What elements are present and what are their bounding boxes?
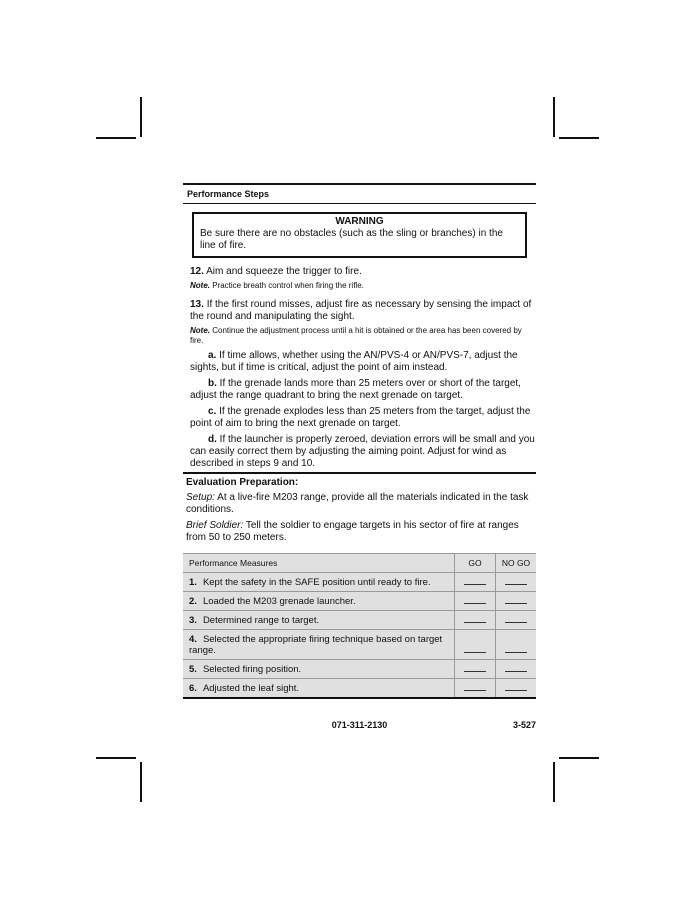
warning-title: WARNING bbox=[335, 216, 384, 227]
task-number: 071-311-2130 bbox=[331, 720, 388, 730]
substep-text: If the grenade lands more than 25 meters over or short of the target, adjust the range quadrant to bring the next grenade on target. bbox=[190, 378, 521, 401]
crop-mark-bottom-left-horizontal bbox=[96, 757, 136, 759]
measure-text: Determined range to target. bbox=[202, 615, 320, 626]
measure-cell bbox=[183, 573, 455, 592]
nogo-cell bbox=[496, 679, 537, 699]
evaluation-brief bbox=[186, 520, 536, 544]
brief-label: Brief Soldier: bbox=[186, 520, 244, 531]
substep-text: If the launcher is properly zeroed, deviation errors will be small and you can easily correct them by adjusting the aiming point. Adjust for wind as described in steps 9 and 10. bbox=[190, 434, 535, 469]
measure-number: 4. bbox=[189, 634, 197, 645]
table-row bbox=[183, 573, 536, 592]
nogo-blank[interactable] bbox=[505, 670, 527, 672]
page-number: 3-527 bbox=[512, 720, 536, 730]
performance-measures-table bbox=[183, 553, 536, 699]
crop-mark-top-right-vertical bbox=[553, 97, 555, 137]
measure-number: 2. bbox=[189, 596, 197, 607]
note-text: Continue the adjustment process until a hit is obtained or the area has been covered by fire. bbox=[190, 326, 522, 345]
go-cell bbox=[455, 592, 496, 611]
step-number: 12. bbox=[190, 266, 204, 277]
nogo-blank[interactable] bbox=[505, 689, 527, 691]
go-header: GO bbox=[455, 554, 496, 573]
substep-letter: d. bbox=[208, 434, 217, 445]
go-cell bbox=[455, 630, 496, 660]
measure-text: Selected the appropriate firing technique based on target range. bbox=[189, 634, 443, 656]
step-number: 13. bbox=[190, 299, 204, 310]
step-13 bbox=[190, 299, 536, 323]
substep-text: If time allows, whether using the AN/PVS-4 or AN/PVS-7, adjust the sights, but if time is critical, adjust the point of aim instead. bbox=[190, 350, 518, 373]
measure-number: 1. bbox=[189, 577, 197, 588]
header-rule bbox=[183, 203, 536, 204]
crop-mark-bottom-right-horizontal bbox=[559, 757, 599, 759]
measure-text: Loaded the M203 grenade launcher. bbox=[202, 596, 356, 607]
setup-label: Setup: bbox=[186, 492, 215, 503]
measure-cell bbox=[183, 592, 455, 611]
go-cell bbox=[455, 660, 496, 679]
note-2 bbox=[190, 326, 536, 346]
substep-b bbox=[190, 378, 536, 402]
brief-text: Tell the soldier to engage targets in his sector of fire at ranges from 50 to 250 meters. bbox=[186, 520, 519, 543]
nogo-cell bbox=[496, 573, 537, 592]
table-row bbox=[183, 611, 536, 630]
crop-mark-top-left-horizontal bbox=[96, 137, 136, 139]
go-blank[interactable] bbox=[464, 670, 486, 672]
crop-mark-top-left-vertical bbox=[140, 97, 142, 137]
note-label: Note. bbox=[190, 326, 210, 335]
measure-cell bbox=[183, 660, 455, 679]
step-12 bbox=[190, 266, 536, 278]
step-text: If the first round misses, adjust fire as necessary by sensing the impact of the round and manipulating the sight. bbox=[190, 299, 532, 322]
go-cell bbox=[455, 573, 496, 592]
table-row bbox=[183, 660, 536, 679]
evaluation-setup bbox=[186, 492, 536, 516]
measure-cell bbox=[183, 630, 455, 660]
measures-header: Performance Measures bbox=[183, 554, 455, 573]
measure-text: Adjusted the leaf sight. bbox=[202, 683, 300, 694]
crop-mark-bottom-left-vertical bbox=[140, 762, 142, 802]
substep-letter: b. bbox=[208, 378, 217, 389]
page-footer bbox=[183, 720, 536, 734]
table-row bbox=[183, 592, 536, 611]
measure-text: Selected firing position. bbox=[202, 664, 302, 675]
warning-box bbox=[192, 212, 527, 258]
go-blank[interactable] bbox=[464, 689, 486, 691]
section-header: Performance Steps bbox=[187, 189, 270, 199]
table-row bbox=[183, 630, 536, 660]
substep-d bbox=[190, 434, 536, 470]
crop-mark-top-right-horizontal bbox=[559, 137, 599, 139]
go-blank[interactable] bbox=[464, 583, 486, 585]
go-cell bbox=[455, 679, 496, 699]
go-blank[interactable] bbox=[464, 621, 486, 623]
nogo-blank[interactable] bbox=[505, 602, 527, 604]
note-1 bbox=[190, 281, 536, 291]
nogo-cell bbox=[496, 630, 537, 660]
substep-letter: a. bbox=[208, 350, 217, 361]
go-cell bbox=[455, 611, 496, 630]
measure-cell bbox=[183, 679, 455, 699]
warning-text: Be sure there are no obstacles (such as the sling or branches) in the line of fire. bbox=[200, 228, 503, 251]
substep-a bbox=[190, 350, 536, 374]
nogo-blank[interactable] bbox=[505, 621, 527, 623]
setup-text: At a live-fire M203 range, provide all the materials indicated in the task conditions. bbox=[186, 492, 529, 515]
measure-number: 5. bbox=[189, 664, 197, 675]
table-row bbox=[183, 679, 536, 699]
nogo-cell bbox=[496, 592, 537, 611]
nogo-blank[interactable] bbox=[505, 651, 527, 653]
step-text: Aim and squeeze the trigger to fire. bbox=[206, 266, 362, 277]
nogo-cell bbox=[496, 660, 537, 679]
measure-text: Kept the safety in the SAFE position until ready to fire. bbox=[202, 577, 431, 588]
evaluation-title: Evaluation Preparation: bbox=[186, 477, 299, 488]
measure-number: 3. bbox=[189, 615, 197, 626]
evaluation-rule bbox=[183, 472, 536, 474]
measure-number: 6. bbox=[189, 683, 197, 694]
measure-cell bbox=[183, 611, 455, 630]
document-page bbox=[183, 183, 536, 699]
note-label: Note. bbox=[190, 281, 210, 290]
nogo-blank[interactable] bbox=[505, 583, 527, 585]
table-header-row bbox=[183, 554, 536, 573]
note-text: Practice breath control when firing the rifle. bbox=[212, 281, 364, 290]
substep-c bbox=[190, 406, 536, 430]
nogo-header: NO GO bbox=[496, 554, 537, 573]
nogo-cell bbox=[496, 611, 537, 630]
substep-letter: c. bbox=[208, 406, 217, 417]
substep-text: If the grenade explodes less than 25 meters from the target, adjust the point of aim to bring the next grenade on target. bbox=[190, 406, 531, 429]
go-blank[interactable] bbox=[464, 651, 486, 653]
go-blank[interactable] bbox=[464, 602, 486, 604]
crop-mark-bottom-right-vertical bbox=[553, 762, 555, 802]
